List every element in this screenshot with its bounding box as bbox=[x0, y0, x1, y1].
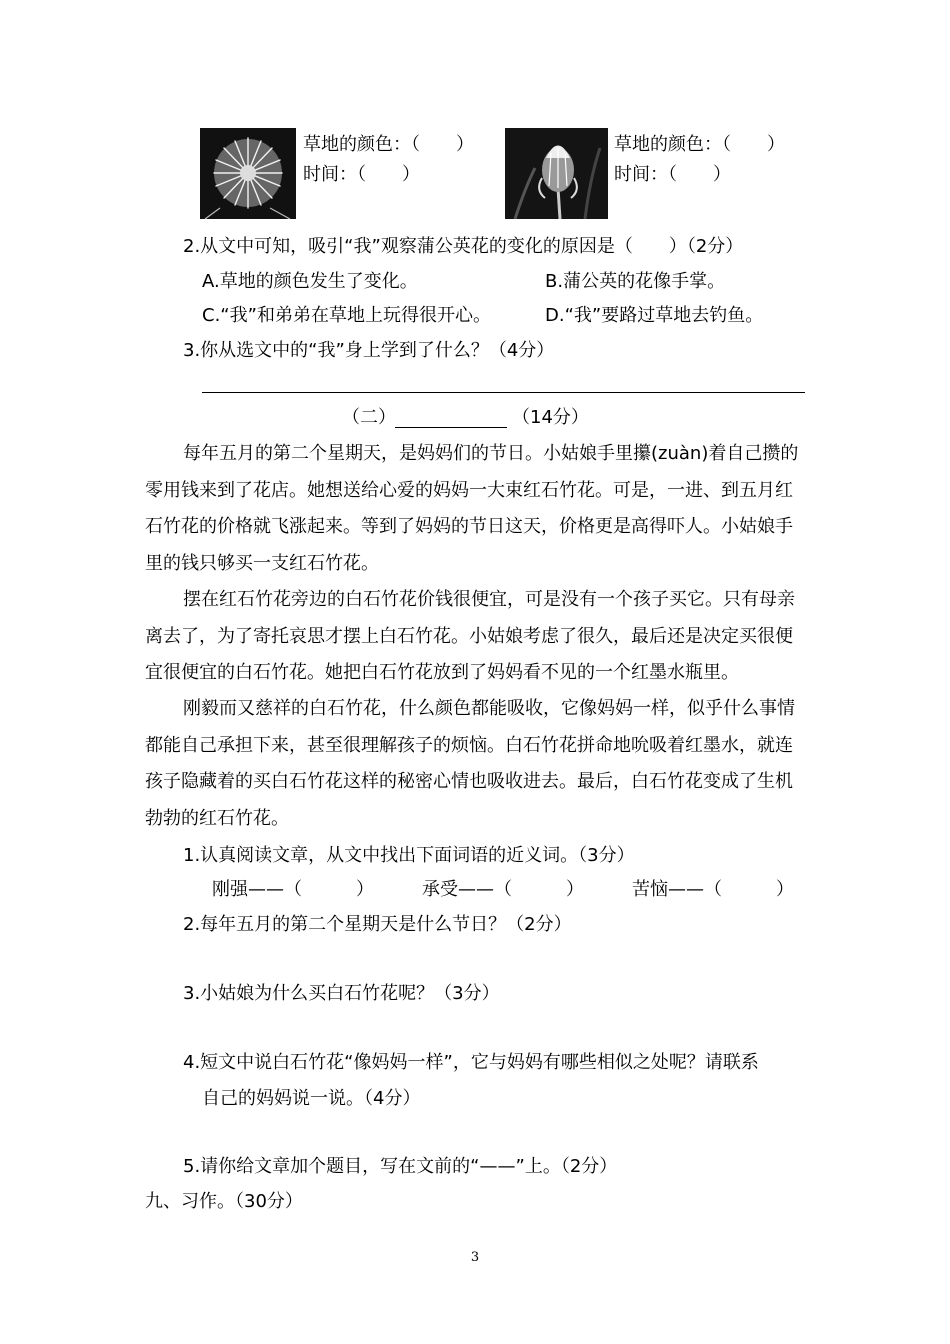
dandelion-closed-svg bbox=[505, 128, 608, 219]
left-time: 时间：（ ） bbox=[303, 164, 420, 185]
answer-line bbox=[202, 392, 805, 393]
part1-q2-option-c: C.“我”和弟弟在草地上玩得很开心。 bbox=[202, 305, 491, 326]
part2-heading-left: （二） bbox=[342, 407, 396, 428]
passage-paragraph-1-text: 每年五月的第二个星期天，是妈妈们的节日。小姑娘手里攥(zuàn)着自己攒的零用钱来到了花店。她想送给心爱的妈妈一大束红石竹花。可是，一进、到五月红石竹花的价格就飞涨起来。等到了妈妈的节日这天，价格更是高得吓人。小姑娘手里的钱只够买一支红石竹花。 bbox=[145, 443, 799, 574]
part1-q2-option-a: A.草地的颜色发生了变化。 bbox=[202, 271, 418, 292]
passage-paragraph-1 bbox=[145, 436, 810, 582]
part2-heading-right: （14分） bbox=[512, 407, 589, 428]
part1-q2-option-d: D.“我”要路过草地去钓鱼。 bbox=[545, 305, 764, 326]
right-grass-color: 草地的颜色：（ ） bbox=[614, 134, 785, 155]
passage-paragraph-2-text: 摆在红石竹花旁边的白石竹花价钱很便宜，可是没有一个孩子买它。只有母亲离去了，为了寄托哀思才摆上白石竹花。小姑娘考虑了很久，最后还是决定买很便宜很便宜的白石竹花。她把白石竹花放到了妈妈看不见的一个红墨水瓶里。 bbox=[145, 589, 795, 683]
part2-question-4-line-2: 自己的妈妈说一说。（4分） bbox=[202, 1088, 421, 1109]
synonym-2: 承受——（ ） bbox=[422, 879, 584, 900]
dandelion-flower-open-icon bbox=[200, 128, 296, 219]
part2-question-4-line-1: 4.短文中说白石竹花“像妈妈一样”，它与妈妈有哪些相似之处呢？请联系 bbox=[183, 1052, 759, 1073]
section-9-heading: 九、习作。（30分） bbox=[145, 1191, 303, 1212]
dandelion-open-svg bbox=[200, 128, 296, 219]
page-number: 3 bbox=[470, 1250, 480, 1265]
right-time: 时间：（ ） bbox=[614, 164, 731, 185]
part2-question-2: 2.每年五月的第二个星期天是什么节日？（2分） bbox=[183, 914, 572, 935]
title-blank-line bbox=[395, 427, 507, 428]
part1-question-2: 2.从文中可知，吸引“我”观察蒲公英花的变化的原因是（ ）（2分） bbox=[183, 236, 744, 257]
part1-question-3: 3.你从选文中的“我”身上学到了什么？（4分） bbox=[183, 340, 555, 361]
part2-question-5: 5.请你给文章加个题目，写在文前的“——”上。（2分） bbox=[183, 1156, 618, 1177]
passage-paragraph-3 bbox=[145, 691, 810, 837]
passage-paragraph-3-text: 刚毅而又慈祥的白石竹花，什么颜色都能吸收，它像妈妈一样，似乎什么事情都能自己承担下来，甚至很理解孩子的烦恼。白石竹花拼命地吮吸着红墨水，就连孩子隐藏着的买白石竹花这样的秘密心情也吸收进去。最后，白石竹花变成了生机勃勃的红石竹花。 bbox=[145, 698, 795, 829]
part1-q2-option-b: B.蒲公英的花像手掌。 bbox=[545, 271, 726, 292]
left-grass-color: 草地的颜色：（ ） bbox=[303, 134, 474, 155]
part2-question-3: 3.小姑娘为什么买白石竹花呢？（3分） bbox=[183, 983, 500, 1004]
synonym-1: 刚强——（ ） bbox=[212, 879, 374, 900]
dandelion-flower-closed-icon bbox=[505, 128, 608, 219]
synonym-3: 苦恼——（ ） bbox=[632, 879, 794, 900]
passage-paragraph-2 bbox=[145, 582, 810, 692]
part2-question-1: 1.认真阅读文章，从文中找出下面词语的近义词。（3分） bbox=[183, 845, 635, 866]
